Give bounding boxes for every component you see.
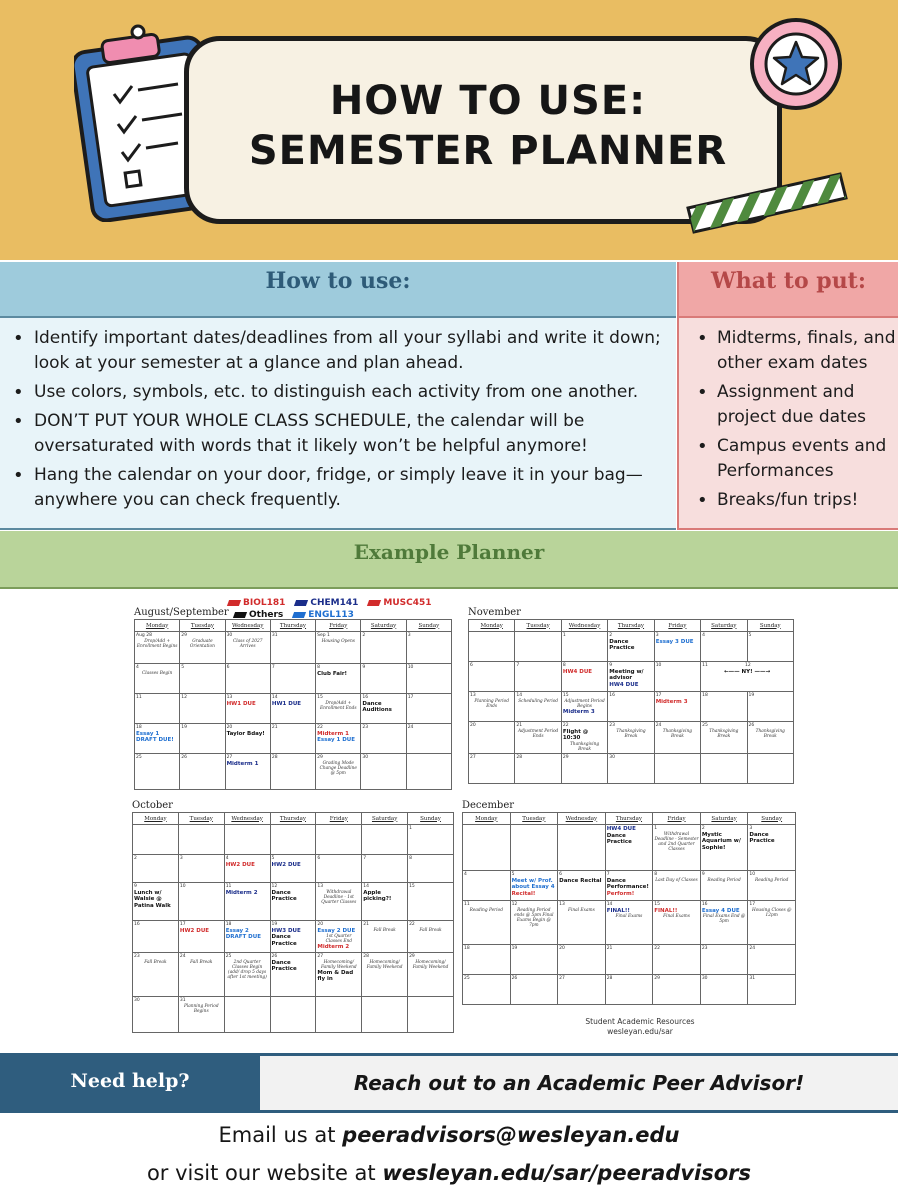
month-title: October bbox=[132, 800, 173, 811]
weekday-header: Friday bbox=[316, 813, 362, 825]
weekday-header: Saturday bbox=[700, 813, 748, 825]
need-help-label: Need help? bbox=[70, 1070, 190, 1092]
list-item: • Hang the calendar on your door, fridge, or simply leave it in your bag—anywhere you can check frequently. bbox=[0, 463, 670, 513]
calendar-aug-sep bbox=[134, 607, 452, 790]
calendar-grid: Monday Tuesday Wednesday Thursday Friday Saturday Sunday 1 2 Dance Practice 3 Essay 3 DUE 4 5 6 7 8 HW4 DUE 9 Meeting w/ advisor HW4 DUE 10 11 12 ←—— NY! ——→ 13 Planning Period Ends 14 Scheduling Period 15 Adjustment Period Begins Midterm 3 16 17 Midterm 3 18 19 20 21 Adjustment Period Ends 22 Flight @ 10:30 Thanksgiving Break 23 Thanksgiving Break 24 Thanksgiving Break 25 Thanksgiving Break 26 Thanksgiving Break 27 28 29 30 bbox=[468, 619, 794, 784]
planner-footer bbox=[540, 1017, 740, 1037]
email-link[interactable]: peeradvisors@wesleyan.edu bbox=[342, 1123, 680, 1147]
weekday-header: Monday bbox=[469, 620, 515, 632]
weekday-header: Tuesday bbox=[180, 620, 225, 632]
legend-item: Others bbox=[234, 609, 283, 621]
weekday-header: Thursday bbox=[270, 620, 315, 632]
email-prefix: Email us at bbox=[218, 1123, 343, 1147]
weekday-header: Saturday bbox=[701, 620, 747, 632]
list-item: • Campus events and Performances bbox=[679, 434, 898, 484]
weekday-header: Thursday bbox=[270, 813, 316, 825]
legend-swatch bbox=[227, 600, 241, 606]
weekday-header: Monday bbox=[135, 620, 180, 632]
legend-item: MUSC451 bbox=[368, 597, 431, 609]
weekday-header: Saturday bbox=[361, 620, 406, 632]
example-planner-heading-bar bbox=[0, 531, 898, 589]
legend-swatch bbox=[367, 600, 381, 606]
calendar-grid: Monday Tuesday Wednesday Thursday Friday Saturday Sunday HW4 DUE Dance Practice 1 Withdrawal Deadline - Semester and 2nd Quarter Classes 2 Mystic Aquarium w/ Sophie! 3 Dance Practice 4 5 Meet w/ Prof. about Essay 4 Recital! 6 Dance Recital 7 Dance Performance! Perform! 8 Last Day of Classes 9 Reading Period 10 Reading Period 11 Reading Period 12 Reading Period ends @ 5pm Final Exams Begin @ 7pm 13 Final Exams 14 FINAL!! Final Exams 15 FINAL!! Final Exams 16 Essay 4 DUE Final Exams End @ 5pm 17 Housing Closes @ 12pm 18 19 20 21 22 23 24 25 26 27 28 29 30 31 bbox=[462, 812, 796, 1005]
email-line bbox=[0, 1116, 898, 1154]
how-to-use-list bbox=[0, 318, 676, 513]
calendar-december bbox=[462, 800, 796, 1005]
weekday-header: Wednesday bbox=[225, 620, 270, 632]
weekday-header: Friday bbox=[653, 813, 701, 825]
need-help-message: Reach out to an Academic Peer Advisor! bbox=[353, 1071, 805, 1095]
weekday-header: Sunday bbox=[406, 620, 451, 632]
title-line-2: SEMESTER PLANNER bbox=[248, 128, 728, 174]
what-to-put-heading: What to put: bbox=[711, 268, 866, 294]
star-badge-icon bbox=[746, 14, 846, 114]
weekday-header: Tuesday bbox=[178, 813, 224, 825]
legend-swatch bbox=[294, 600, 308, 606]
weekday-header: Friday bbox=[654, 620, 700, 632]
how-to-use-heading: How to use: bbox=[265, 268, 411, 294]
website-line bbox=[0, 1154, 898, 1192]
header-banner bbox=[0, 0, 898, 260]
contact-info bbox=[0, 1116, 898, 1192]
weekday-header: Wednesday bbox=[558, 813, 606, 825]
what-to-put-panel bbox=[677, 318, 898, 530]
weekday-header: Friday bbox=[316, 620, 361, 632]
weekday-header: Tuesday bbox=[515, 620, 561, 632]
what-to-put-list bbox=[679, 318, 898, 513]
need-help-message-box bbox=[260, 1053, 898, 1113]
weekday-header: Sunday bbox=[748, 813, 796, 825]
need-help-label-box bbox=[0, 1053, 260, 1113]
list-item: • Breaks/fun trips! bbox=[679, 488, 898, 513]
page-title bbox=[188, 76, 788, 176]
weekday-header: Saturday bbox=[362, 813, 408, 825]
legend-item: CHEM141 bbox=[295, 597, 358, 609]
sar-url: wesleyan.edu/sar bbox=[607, 1027, 673, 1036]
month-title: November bbox=[468, 607, 521, 618]
title-line-1: HOW TO USE: bbox=[329, 78, 647, 124]
weekday-header: Wednesday bbox=[224, 813, 270, 825]
website-link[interactable]: wesleyan.edu/sar/peeradvisors bbox=[382, 1161, 752, 1185]
weekday-header: Tuesday bbox=[510, 813, 558, 825]
weekday-header: Wednesday bbox=[561, 620, 607, 632]
month-title: December bbox=[462, 800, 515, 811]
list-item: • Use colors, symbols, etc. to distinguish each activity from one another. bbox=[0, 380, 670, 405]
what-to-put-heading-bar bbox=[677, 262, 898, 318]
list-item: • DON’T PUT YOUR WHOLE CLASS SCHEDULE, the calendar will be oversaturated with words that it likely won’t be helpful anymore! bbox=[0, 409, 670, 459]
how-to-use-panel bbox=[0, 318, 676, 530]
calendar-grid: Monday Tuesday Wednesday Thursday Friday Saturday Sunday Aug 28 Drop/Add + Enrollment Begins 29 Graduate Orientation 30 Class of 2027 Arrives 31 Sep 1 Housing Opens 2 3 4 Classes Begin 5 6 7 8 Club Fair! 9 10 11 12 13 HW1 DUE 14 HW1 DUE 15 Drop/Add + Enrollment Ends 16 Dance Auditions 17 18 Essay 1 DRAFT DUE! 19 20 Taylor Bday! 21 22 Midterm 1 Essay 1 DUE 23 24 25 26 27 Midterm 1 28 29 Grading Mode Change Deadline @ 5pm 30 bbox=[134, 619, 452, 790]
legend-item: ENGL113 bbox=[293, 609, 354, 621]
example-planner-heading: Example Planner bbox=[353, 540, 545, 564]
how-to-use-heading-bar bbox=[0, 262, 676, 318]
washi-tape-icon bbox=[680, 168, 850, 238]
weekday-header: Thursday bbox=[605, 813, 653, 825]
list-item: • Midterms, finals, and other exam dates bbox=[679, 326, 898, 376]
month-title: August/September bbox=[134, 607, 229, 618]
weekday-header: Sunday bbox=[747, 620, 793, 632]
weekday-header: Thursday bbox=[608, 620, 654, 632]
list-item: • Assignment and project due dates bbox=[679, 380, 898, 430]
sar-name: Student Academic Resources bbox=[585, 1017, 695, 1026]
weekday-header: Monday bbox=[133, 813, 179, 825]
weekday-header: Monday bbox=[463, 813, 511, 825]
calendar-october bbox=[132, 800, 454, 1033]
calendar-grid: Monday Tuesday Wednesday Thursday Friday Saturday Sunday 1 2 3 4 HW2 DUE 5 HW2 DUE 6 7 8 9 Lunch w/ Walsie @ Patina Walk 10 11 Midterm 2 12 Dance Practice 13 Withdrawal Deadline - 1st Quarter Classes 14 Apple picking?! 15 16 17 HW2 DUE 18 Essay 2 DRAFT DUE 19 HW3 DUE Dance Practice 20 Essay 2 DUE 1st Quarter Classes End Midterm 2 21 Fall Break 22 Fall Break 23 Fall Break 24 Fall Break 25 2nd Quarter Classes Begin (add/ drop 5 days after 1st meeting) 26 Dance Practice 27 Homecoming/ Family Weekend Mom & Dad fly in 28 Homecoming/ Family Weekend 29 Homecoming/ Family Weekend 30 31 Planning Period Begins bbox=[132, 812, 454, 1033]
weekday-header: Sunday bbox=[408, 813, 454, 825]
legend-item: BIOL181 bbox=[228, 597, 285, 609]
calendar-november bbox=[468, 607, 794, 784]
website-prefix: or visit our website at bbox=[146, 1161, 383, 1185]
list-item: • Identify important dates/deadlines from all your syllabi and write it down; look at your semester at a glance and plan ahead. bbox=[0, 326, 670, 376]
